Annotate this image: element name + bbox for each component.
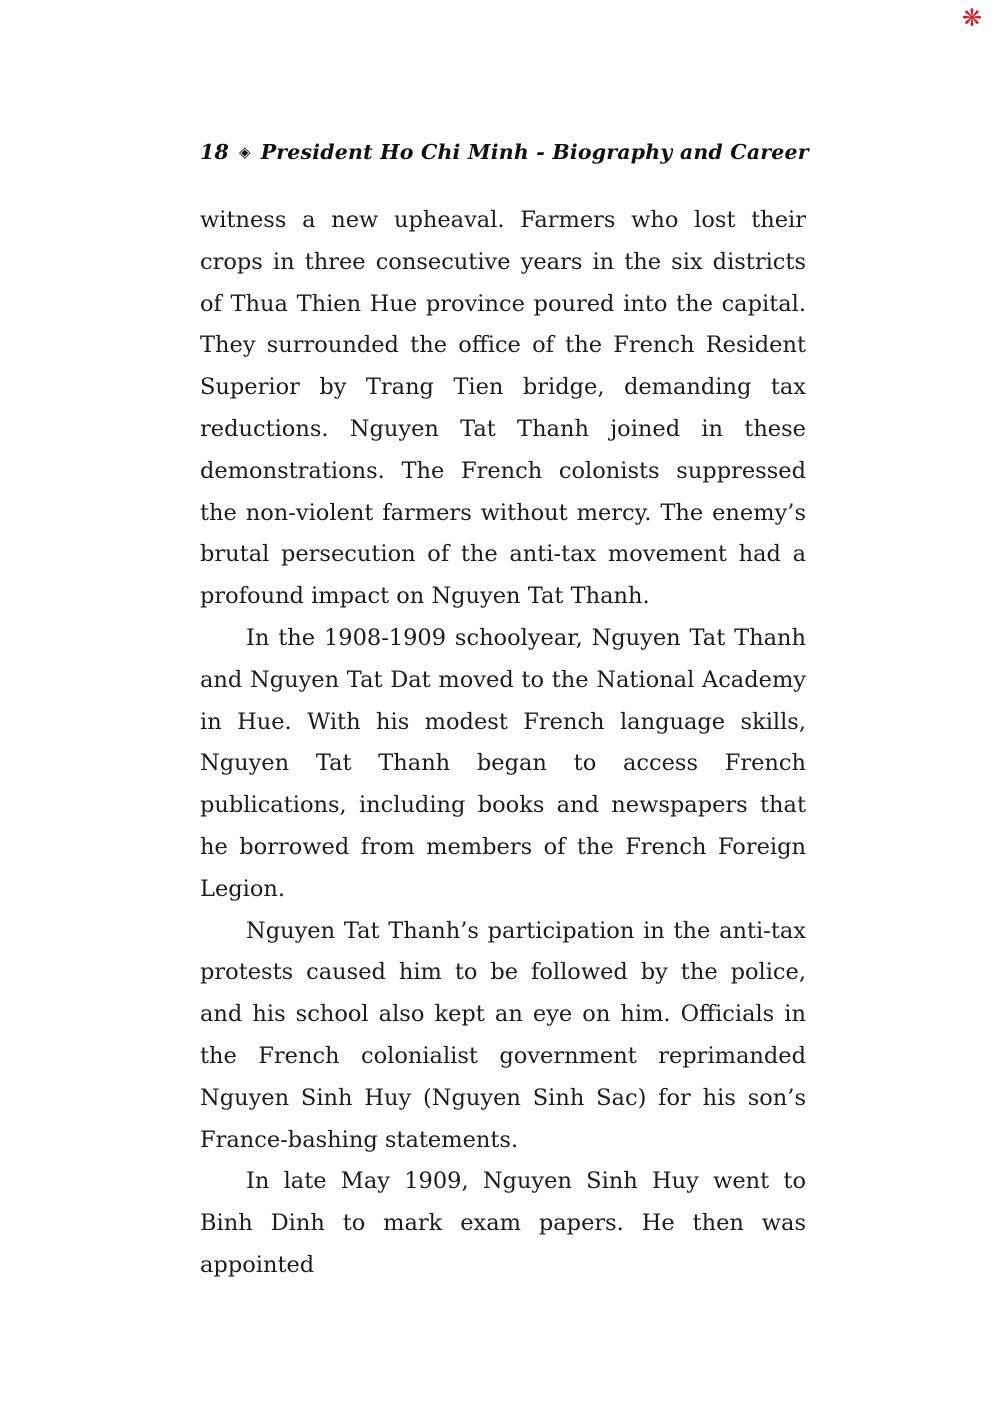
paragraph: Nguyen Tat Thanh’s participation in the anti-tax protests caused him to be followed by the police, and his school also kept an eye on him. Officials in the French colonialist government reprimanded Nguyen Sinh Huy (Nguyen Sinh Sac) for his son’s France-bashing statements. bbox=[200, 917, 806, 1153]
diamond-separator-icon: ◈ bbox=[238, 143, 251, 161]
paragraph: In the 1908-1909 schoolyear, Nguyen Tat Thanh and Nguyen Tat Dat moved to the National Academy in Hue. With his modest French language skills, Nguyen Tat Thanh began to access French publications, including books and newspapers that he borrowed from members of the French Foreign Legion. bbox=[200, 624, 806, 902]
running-header bbox=[200, 140, 809, 164]
flower-icon: ❋ bbox=[961, 4, 982, 32]
page-content bbox=[200, 140, 809, 1287]
body-text bbox=[200, 200, 806, 1287]
paragraph: witness a new upheaval. Farmers who lost their crops in three consecutive years in the six districts of Thua Thien Hue province poured into the capital. They surrounded the office of the French Resident Superior by Trang Tien bridge, demanding tax reductions. Nguyen Tat Thanh joined in these demonstrations. The French colonists suppressed the non-violent farmers without mercy. The enemy’s brutal persecution of the anti-tax movement had a profound impact on Nguyen Tat Thanh. bbox=[200, 207, 806, 610]
paragraph: In late May 1909, Nguyen Sinh Huy went to Binh Dinh to mark exam papers. He then was appointed bbox=[200, 1168, 806, 1278]
header-title: President Ho Chi Minh - Biography and Career bbox=[260, 140, 809, 164]
page-number: 18 bbox=[200, 140, 229, 164]
